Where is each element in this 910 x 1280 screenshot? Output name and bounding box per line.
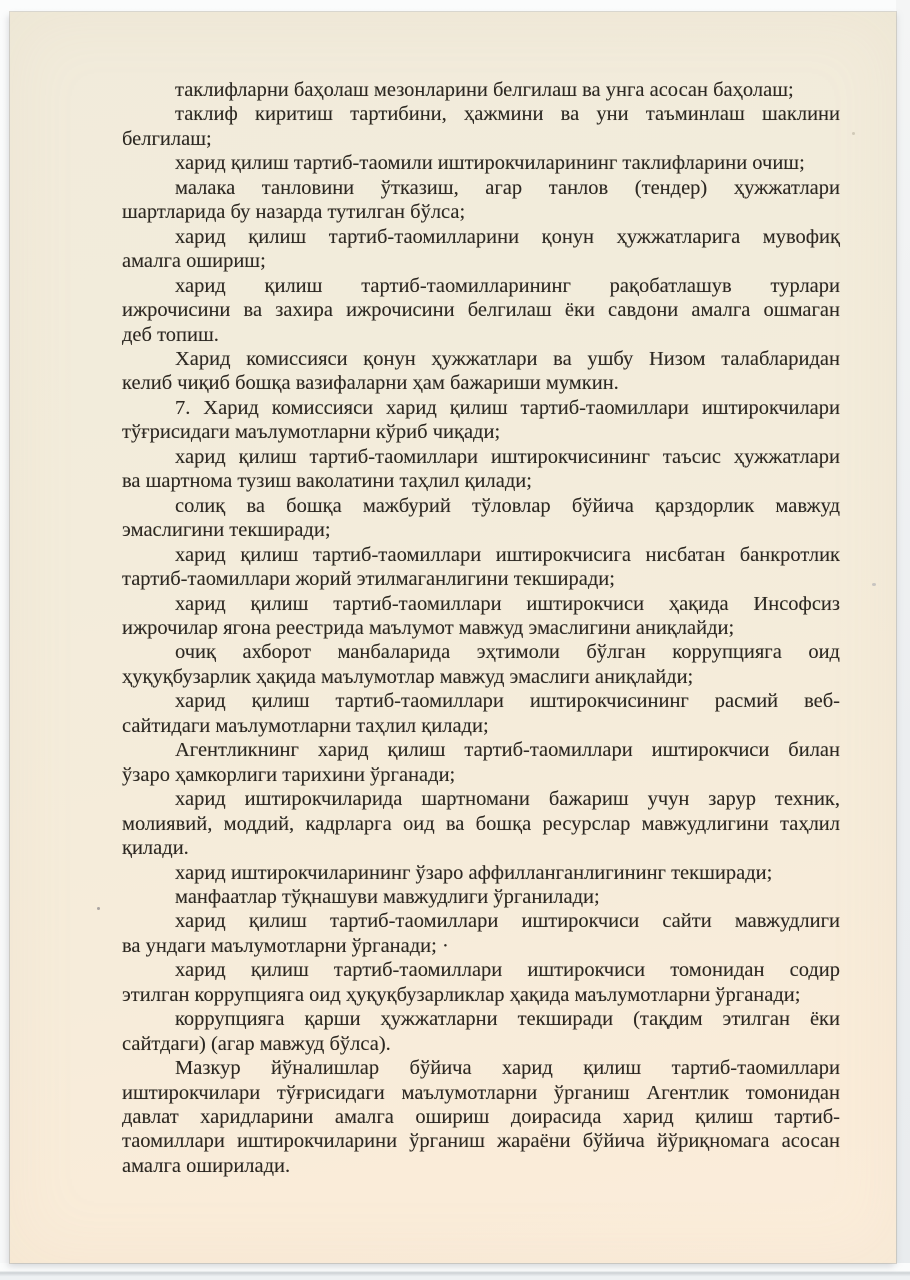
paragraph-clause-7 bbox=[122, 396, 840, 445]
paragraph bbox=[122, 225, 840, 274]
paragraph bbox=[122, 738, 840, 787]
paragraph bbox=[122, 1007, 840, 1056]
text-line: тўғрисидаги маълумотларни кўриб чиқади; bbox=[122, 421, 501, 444]
text-line: ижрочилар ягона реестрида маълумот мавжуд эмаслигини аниқлайди; bbox=[122, 616, 735, 639]
text-line: сайтдаги) (агар мавжуд бўлса). bbox=[122, 1032, 391, 1055]
text-line: амалга ошириш; bbox=[122, 250, 266, 273]
text-line: малака танловини ўтказиш, агар танлов (тендер) ҳужжатлари bbox=[175, 176, 840, 199]
paragraph bbox=[122, 885, 840, 909]
text-line: Харид комиссияси қонун ҳужжатлари ва ушбу Низом талабларидан bbox=[175, 347, 840, 370]
paragraph bbox=[122, 445, 840, 494]
text-line: қилади. bbox=[122, 837, 189, 860]
text-line: харид қилиш тартиб-таомиллари иштирокчисининг таъсис ҳужжатлари bbox=[175, 445, 840, 468]
document-body-text bbox=[122, 78, 840, 1178]
text-line: харид қилиш тартиб-таомили иштирокчиларининг таклифларини очиш; bbox=[175, 152, 805, 175]
text-line: солиқ ва бошқа мажбурий тўловлар бўйича қарздорлик мавжуд bbox=[175, 494, 840, 517]
text-line: таомиллари иштирокчиларини ўрганиш жараёни бўйича йўриқномага асосан bbox=[122, 1130, 840, 1153]
scan-speck bbox=[97, 907, 100, 910]
text-line: молиявий, моддий, кадрларга оид ва бошқа ресурслар мавжудлигини таҳлил bbox=[122, 812, 840, 835]
text-line: амалга оширилади. bbox=[122, 1154, 291, 1177]
text-line: харид қилиш тартиб-таомиллари иштирокчисига нисбатан банкротлик bbox=[175, 543, 840, 566]
paragraph bbox=[122, 274, 840, 347]
text-line: Мазкур йўналишлар бўйича харид қилиш тартиб-таомиллари bbox=[175, 1057, 840, 1080]
paragraph bbox=[122, 176, 840, 225]
text-line: шартларида бу назарда тутилган бўлса; bbox=[122, 201, 466, 224]
paragraph bbox=[122, 861, 840, 885]
text-line: 7. Харид комиссияси харид қилиш тартиб-таомиллари иштирокчилари bbox=[175, 396, 840, 419]
text-line: келиб чиқиб бошқа вазифаларни ҳам бажариши мумкин. bbox=[122, 372, 619, 395]
text-line: таклиф киритиш тартибини, ҳажмини ва уни таъминлаш шаклини bbox=[175, 103, 840, 126]
paragraph bbox=[122, 102, 840, 151]
paragraph bbox=[122, 78, 840, 102]
paragraph bbox=[122, 494, 840, 543]
paragraph bbox=[122, 592, 840, 641]
text-line: давлат харидларини амалга ошириш доирасида харид қилиш тартиб- bbox=[122, 1106, 840, 1129]
text-line: Агентликнинг харид қилиш тартиб-таомиллари иштирокчиси билан bbox=[175, 739, 840, 762]
text-line: сайтидаги маълумотларни таҳлил қилади; bbox=[122, 714, 489, 737]
text-line: ва ундаги маълумотларни ўрганади; · bbox=[122, 934, 449, 957]
text-line: харид қилиш тартиб-таомилларининг рақобатлашув турлари bbox=[175, 274, 840, 297]
text-line: манфаатлар тўқнашуви мавжудлиги ўрганилади; bbox=[175, 885, 600, 908]
text-line: коррупцияга қарши ҳужжатларни текширади (тақдим этилган ёки bbox=[175, 1008, 840, 1031]
text-line: харид иштирокчиларининг ўзаро аффилланганлигининг текширади; bbox=[175, 861, 773, 884]
text-line: иштирокчилари тўғрисидаги маълумотларни ўрганиш Агентлик томонидан bbox=[122, 1081, 840, 1104]
scanner-background-bottom bbox=[0, 1263, 910, 1280]
text-line: ўзаро ҳамкорлиги тарихини ўрганади; bbox=[122, 763, 456, 786]
text-line: таклифларни баҳолаш мезонларини белгилаш ва унга асосан баҳолаш; bbox=[175, 79, 794, 101]
text-line: харид қилиш тартиб-таомиллари иштирокчиси томонидан содир bbox=[175, 959, 840, 982]
text-line: ва шартнома тузиш ваколатини таҳлил қилади; bbox=[122, 470, 532, 493]
text-line: тартиб-таомиллари жорий этилмаганлигини текширади; bbox=[122, 568, 615, 591]
scanner-background-right bbox=[896, 0, 910, 1280]
paragraph bbox=[122, 640, 840, 689]
text-line: очиқ ахборот манбаларида эҳтимоли бўлган коррупцияга оид bbox=[175, 641, 840, 664]
text-line: деб топиш. bbox=[122, 323, 219, 346]
text-line: харид қилиш тартиб-таомиллари иштирокчиси сайти мавжудлиги bbox=[175, 910, 840, 933]
text-line: харид қилиш тартиб-таомиллари иштирокчиси ҳақида Инсофсиз bbox=[175, 592, 840, 615]
text-line: харид қилиш тартиб-таомилларини қонун ҳужжатларига мувофиқ bbox=[175, 225, 840, 248]
scan-speck bbox=[852, 132, 855, 135]
text-line: эмаслигини текширади; bbox=[122, 519, 331, 542]
paragraph bbox=[122, 689, 840, 738]
paragraph bbox=[122, 1056, 840, 1178]
scan-speck bbox=[872, 583, 876, 586]
paragraph bbox=[122, 958, 840, 1007]
text-line: харид қилиш тартиб-таомиллари иштирокчисининг расмий веб- bbox=[175, 690, 840, 713]
text-line: ижрочисини ва захира ижрочисини белгилаш ёки савдони амалга ошмаган bbox=[122, 299, 840, 322]
paragraph bbox=[122, 543, 840, 592]
text-line: белгилаш; bbox=[122, 127, 212, 150]
paragraph bbox=[122, 151, 840, 175]
paragraph bbox=[122, 347, 840, 396]
paragraph bbox=[122, 909, 840, 958]
text-line: ҳуқуқбузарлик ҳақида маълумотлар мавжуд эмаслиги аниқлайди; bbox=[122, 665, 694, 688]
text-line: харид иштирокчиларида шартномани бажариш учун зарур техник, bbox=[175, 788, 840, 811]
text-line: этилган коррупцияга оид ҳуқуқбузарликлар ҳақида маълумотларни ўрганади; bbox=[122, 983, 801, 1006]
paragraph bbox=[122, 787, 840, 860]
